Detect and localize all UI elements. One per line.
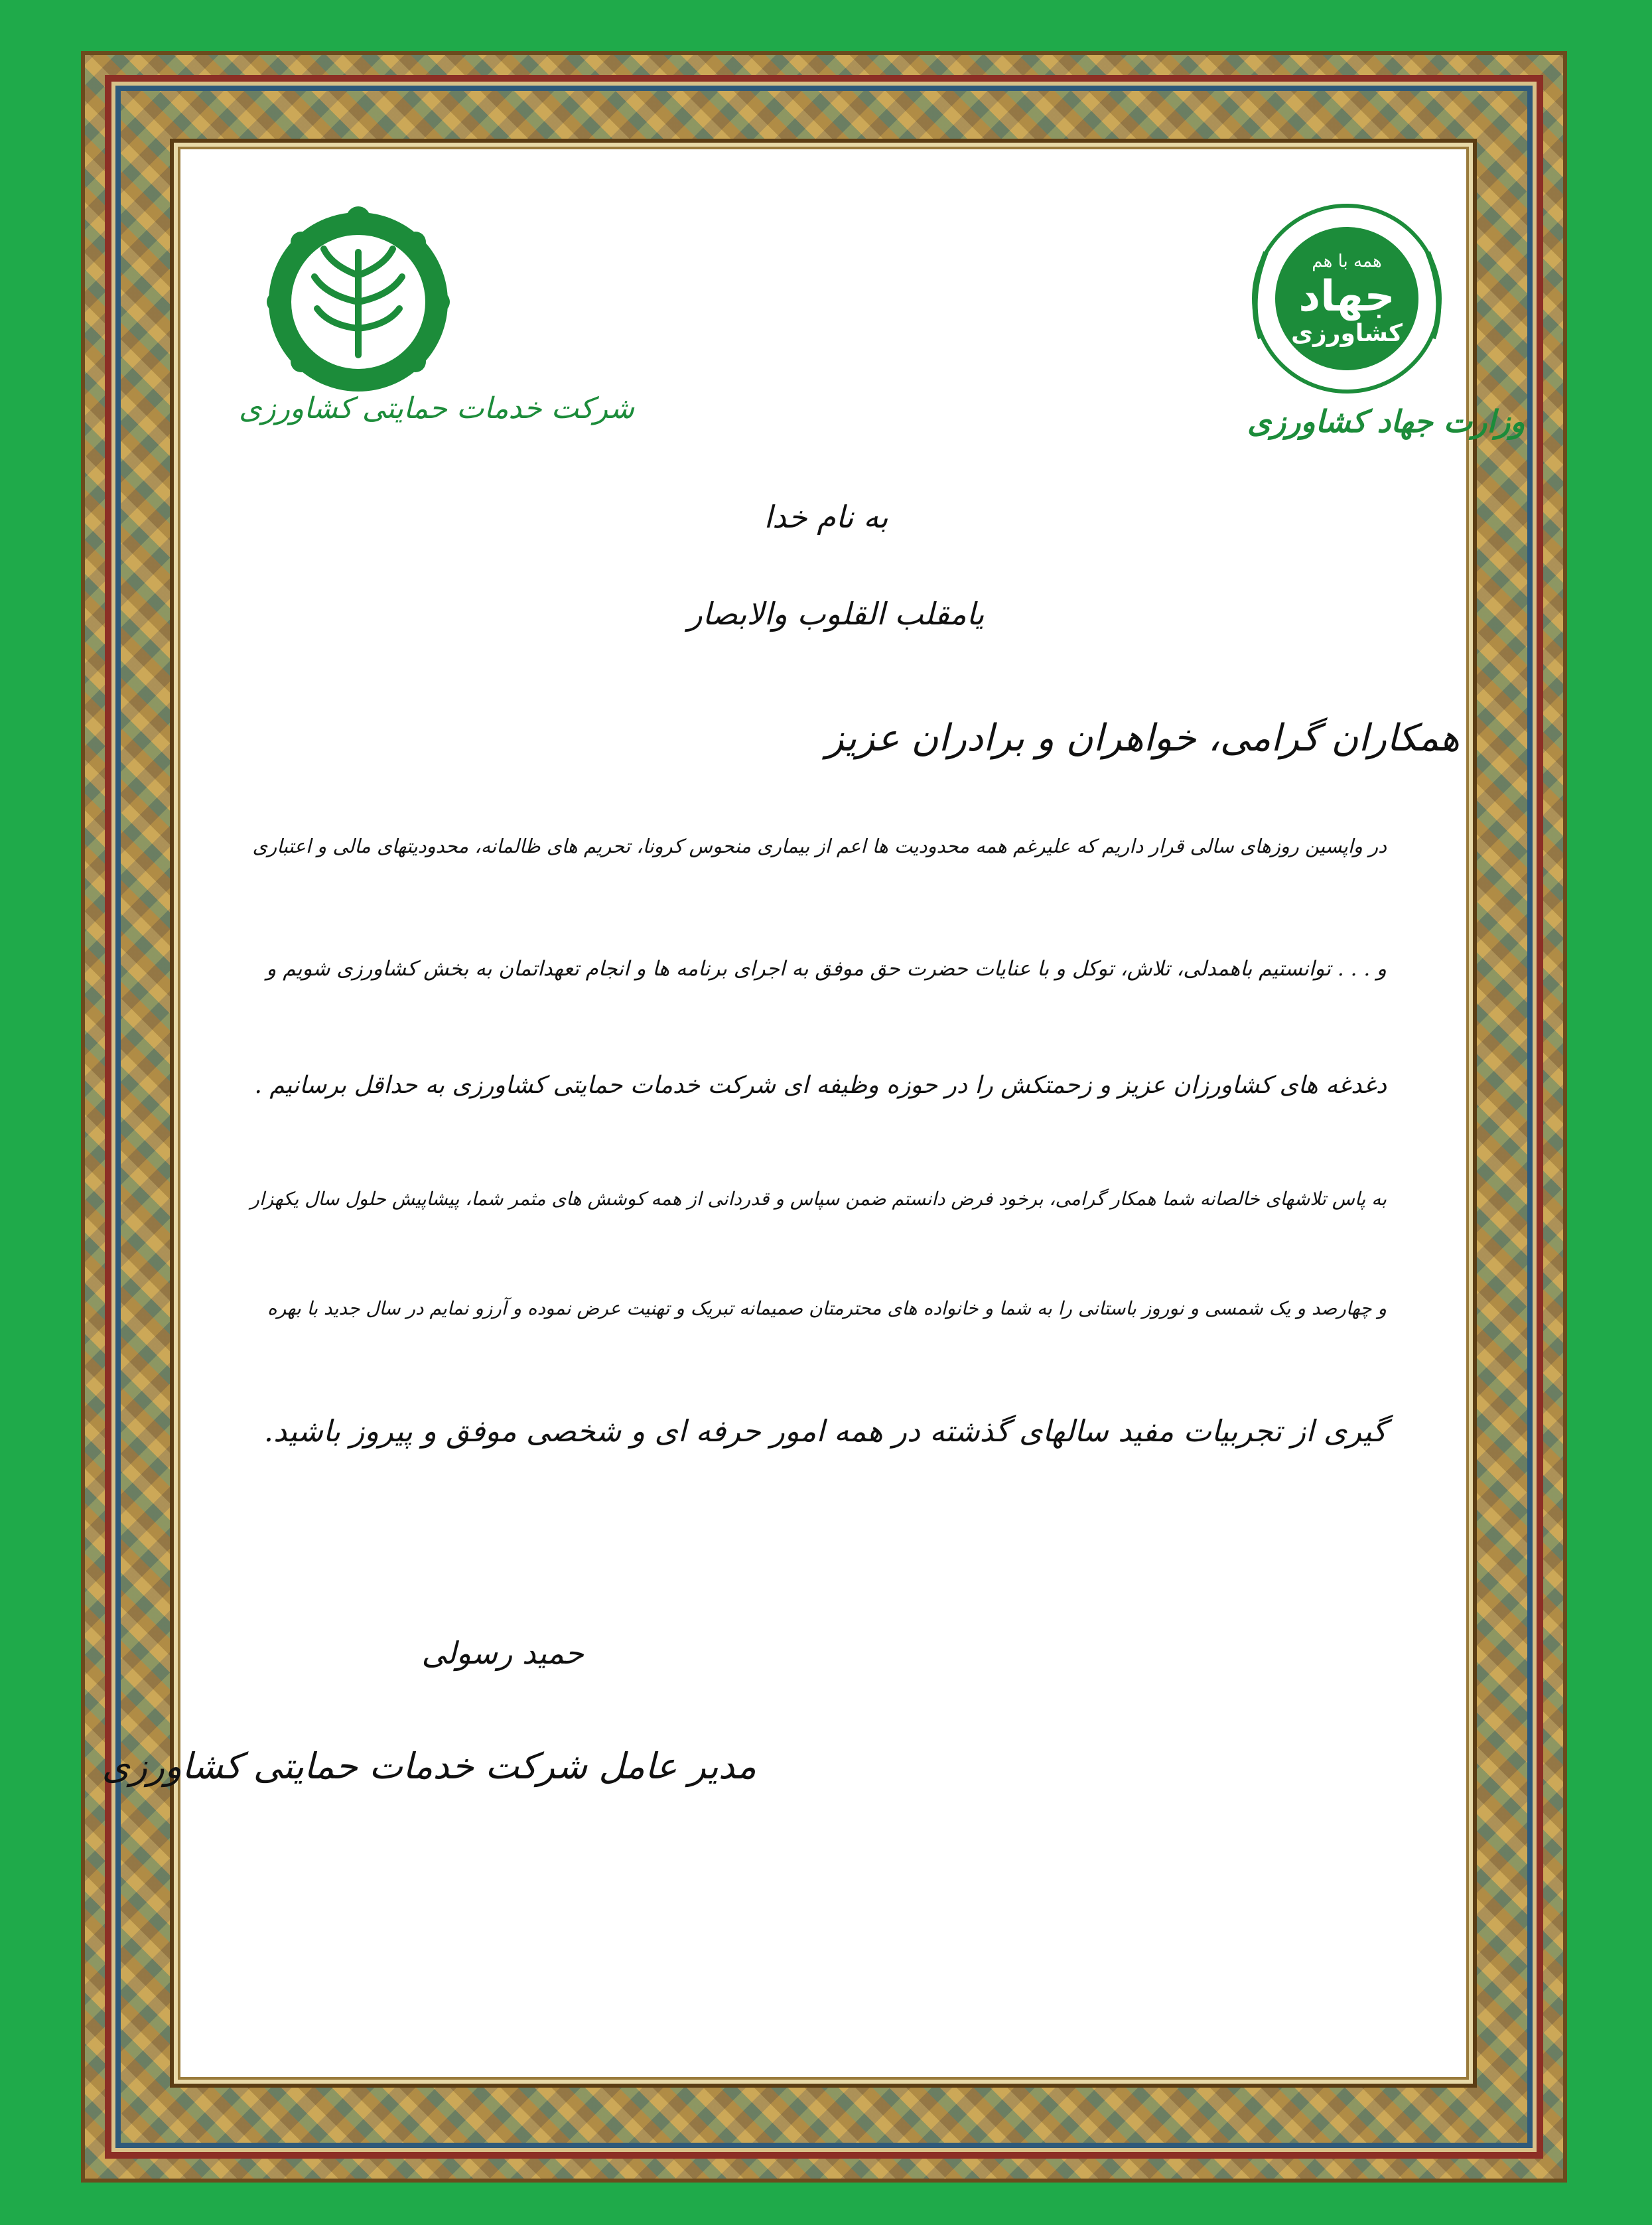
emblem-line-1: همه با هم (1312, 251, 1382, 271)
letter-heading-bismillah: به نام خدا (764, 499, 888, 535)
emblem-line-3: کشاورزی (1291, 320, 1403, 347)
paragraph-1-line-3: دغدغه های کشاورزان عزیز و زحمتکش را در حوزه وظیفه ای شرکت خدمات حمایتی کشاورزی به حداقل برسانیم . (254, 1072, 1387, 1099)
paragraph-2-line-2: و چهارصد و یک شمسی و نوروز باستانی را به شما و خانواده های محترمتان صمیمانه تبریک و تهنیت عرض نموده و آرزو نمایم در سال جدید با بهره (267, 1297, 1387, 1319)
right-logo-caption: وزارت جهاد کشاورزی (1247, 403, 1525, 439)
emblem-line-2: جهاد (1298, 272, 1395, 321)
left-logo-caption: شرکت خدمات حمایتی کشاورزی (239, 392, 634, 425)
letter-heading-invocation: یامقلب القلوب والابصار (687, 596, 985, 632)
paragraph-1-line-1: در واپسین روزهای سالی قرار داریم که علیرغم همه محدودیت ها اعم از بیماری منحوس کرونا، تحریم های ظالمانه، محدودیتهای مالی و اعتباری (252, 835, 1387, 857)
letter-greeting: همکاران گرامی، خواهران و برادران عزیز (825, 717, 1460, 760)
paragraph-2-line-3: گیری از تجربیات مفید سالهای گذشته در همه امور حرفه ای و شخصی موفق و پیروز باشید. (263, 1413, 1387, 1449)
paragraph-1-line-2: و . . . توانستیم باهمدلی، تلاش، توکل و با عنایات حضرت حق موفق به اجرای برنامه ها و انجام تعهداتمان به بخش کشاورزی شویم و (266, 957, 1387, 981)
signature-name: حمید رسولی (421, 1635, 584, 1671)
paragraph-2-line-1: به پاس تلاشهای خالصانه شما همکار گرامی، برخود فرض دانستم ضمن سپاس و قدردانی از همه کوشش های مثمر شما، پیشاپیش حلول سال یکهزار (250, 1188, 1387, 1210)
signature-title: مدیر عامل شرکت خدمات حمایتی کشاورزی (102, 1745, 756, 1787)
